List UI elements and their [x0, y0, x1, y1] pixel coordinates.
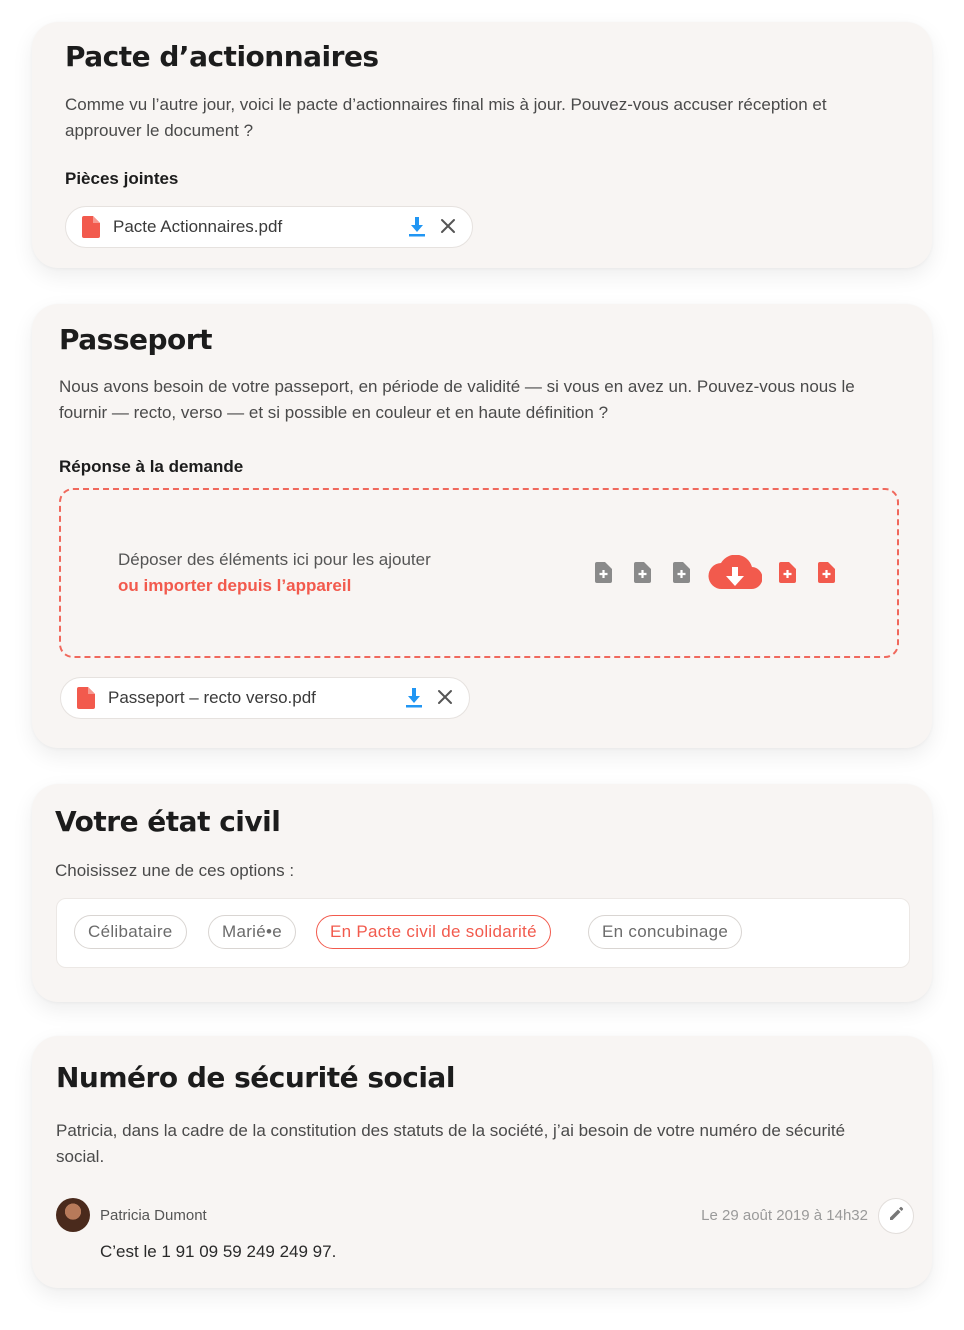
card-title: Votre état civil	[55, 805, 281, 838]
answer-text: C’est le 1 91 09 59 249 249 97.	[100, 1242, 337, 1261]
file-add-icon	[779, 562, 796, 588]
attachment-file[interactable]	[65, 206, 473, 248]
options-group	[56, 898, 910, 968]
card-description: Comme vu l’autre jour, voici le pacte d’actionnaires final mis à jour. Pouvez-vous accuser réception et approuver le document ?	[65, 95, 827, 140]
card-title: Pacte d’actionnaires	[65, 40, 379, 73]
dropzone-text: Déposer des éléments ici pour les ajouter	[118, 550, 431, 569]
author-name: Patricia Dumont	[100, 1207, 207, 1224]
card-title: Numéro de sécurité social	[56, 1061, 455, 1094]
file-add-icon	[634, 562, 651, 588]
pencil-icon	[888, 1206, 904, 1227]
uploaded-file[interactable]	[60, 677, 470, 719]
card-passeport	[32, 304, 932, 748]
avatar	[56, 1198, 90, 1232]
card-title: Passeport	[59, 323, 212, 356]
file-add-icon	[595, 562, 612, 588]
close-icon[interactable]	[437, 689, 453, 710]
option-mariee[interactable]: Marié•e	[208, 915, 296, 949]
file-name: Passeport – recto verso.pdf	[108, 688, 316, 707]
cloud-download-icon	[708, 555, 762, 596]
option-pacs[interactable]: En Pacte civil de solidarité	[316, 915, 551, 949]
pdf-file-icon	[82, 216, 100, 243]
file-dropzone[interactable]	[59, 488, 899, 658]
upload-illustration	[61, 545, 897, 605]
card-pacte-actionnaires	[32, 22, 932, 268]
attachments-label: Pièces jointes	[65, 169, 179, 188]
file-add-icon	[673, 562, 690, 588]
file-name: Pacte Actionnaires.pdf	[113, 217, 283, 236]
card-description: Nous avons besoin de votre passeport, en période de validité — si vous en avez un. Pouvez-vous nous le fournir — recto, verso — et si possible en couleur et en haute définition ?	[59, 377, 855, 422]
answer-date: Le 29 août 2019 à 14h32	[701, 1207, 868, 1224]
edit-button[interactable]	[878, 1198, 914, 1234]
option-celibataire[interactable]: Célibataire	[74, 915, 187, 949]
response-label: Réponse à la demande	[59, 457, 244, 476]
download-icon[interactable]	[405, 688, 423, 713]
card-etat-civil	[32, 784, 932, 1002]
import-from-device-link[interactable]: ou importer depuis l’appareil	[118, 576, 352, 595]
card-description: Patricia, dans la cadre de la constitution des statuts de la société, j’ai besoin de votre numéro de sécurité social.	[56, 1121, 846, 1166]
file-add-icon	[818, 562, 835, 588]
options-prompt: Choisissez une de ces options :	[55, 861, 295, 880]
pdf-file-icon	[77, 687, 95, 714]
close-icon[interactable]	[440, 218, 456, 239]
card-securite-social	[32, 1036, 932, 1288]
option-concubinage[interactable]: En concubinage	[588, 915, 742, 949]
download-icon[interactable]	[408, 217, 426, 242]
